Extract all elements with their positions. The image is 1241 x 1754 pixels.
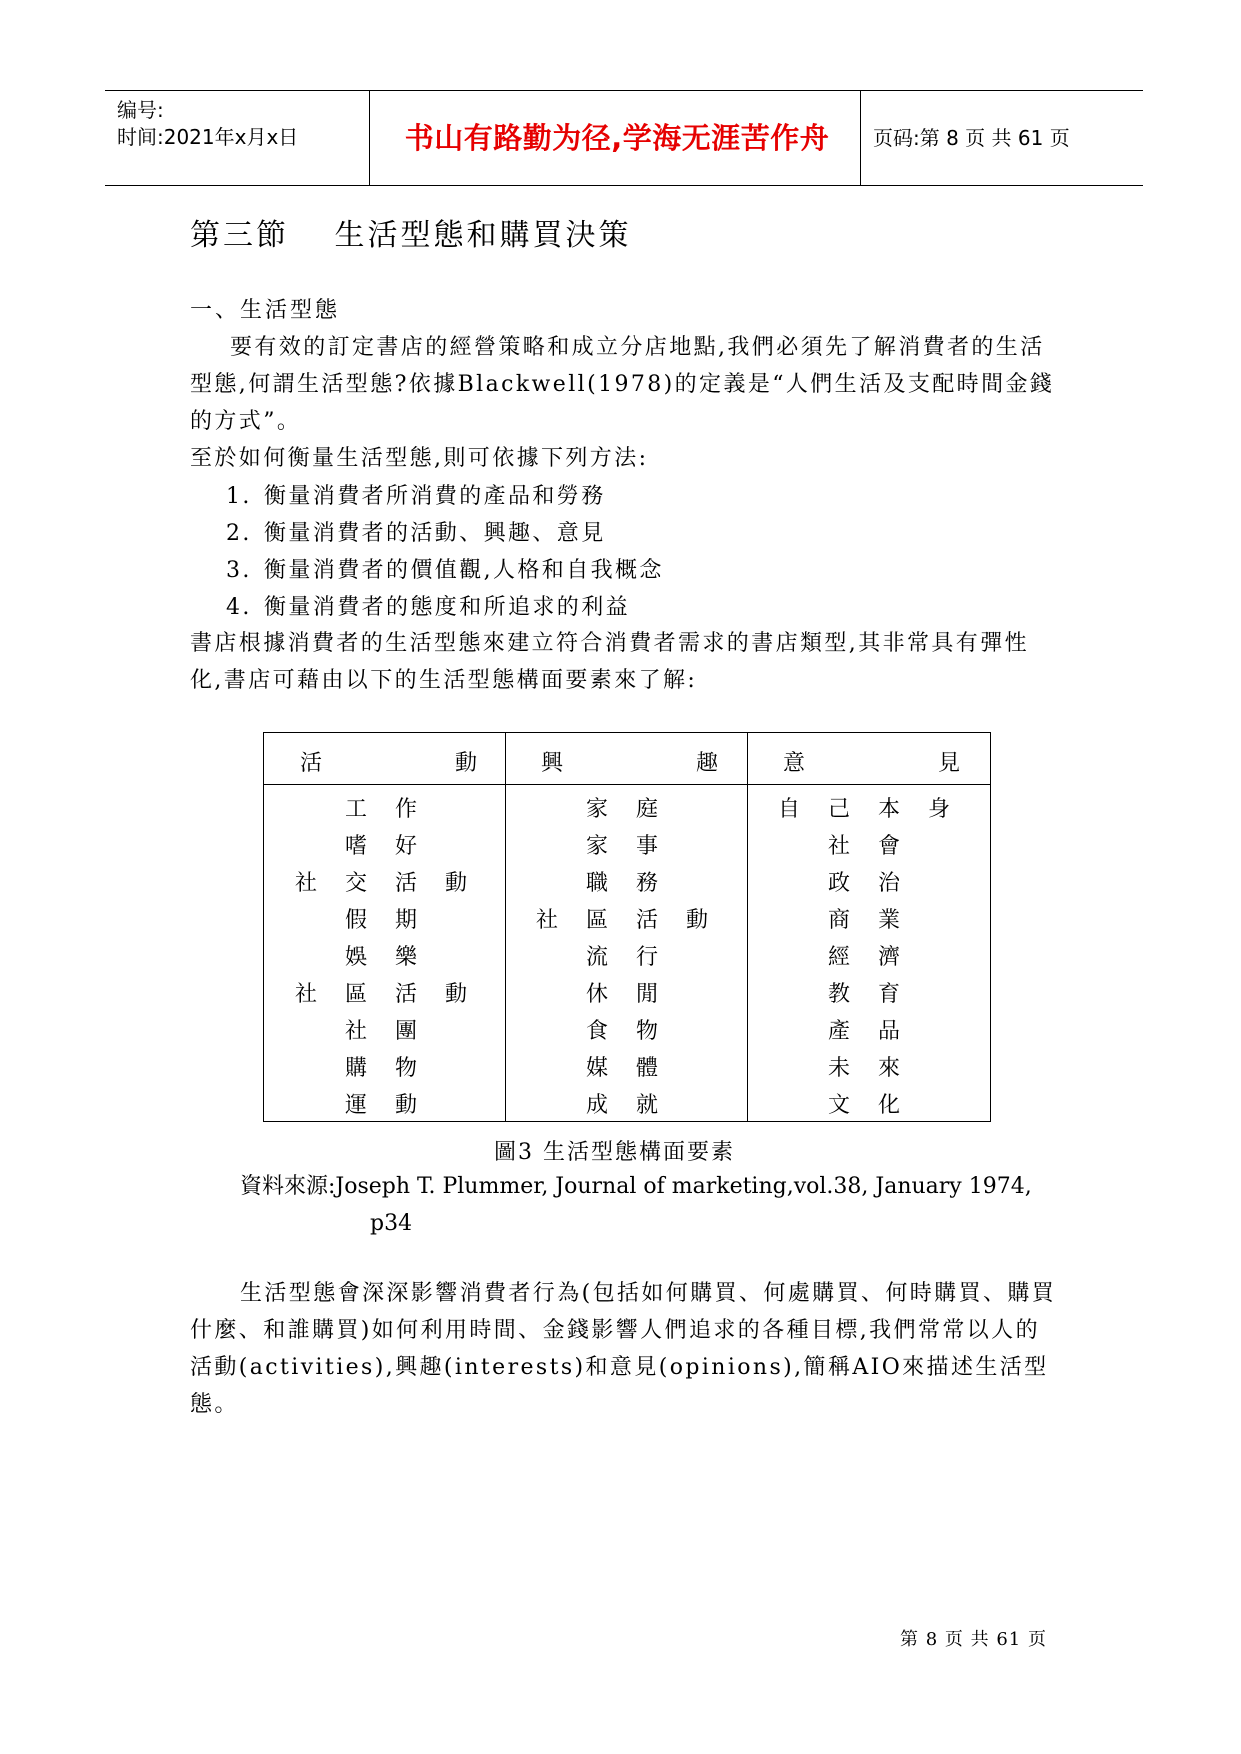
- subsection-title: 一、生活型態: [190, 298, 341, 323]
- lifestyle-dimension-table: [263, 732, 991, 1122]
- methods-list: [226, 478, 664, 626]
- figure-caption: 圖3 生活型態構面要素: [494, 1140, 735, 1165]
- opinions-cell: 政 治: [827, 871, 900, 896]
- opinions-cell: 未 來: [827, 1056, 900, 1081]
- interests-cell: 媒 體: [585, 1056, 658, 1081]
- activities-cell: 假 期: [344, 908, 417, 933]
- table-header-divider: [264, 784, 990, 785]
- interests-cell: 家 事: [585, 834, 658, 859]
- interests-cell: 休 閒: [585, 982, 658, 1007]
- header-divider: [369, 91, 370, 185]
- list-item-number: 2.: [226, 521, 252, 546]
- interests-cell: 成 就: [585, 1093, 658, 1118]
- opinions-cell: 教 育: [827, 982, 900, 1007]
- list-item: [226, 552, 664, 589]
- activities-cell: 娛 樂: [344, 945, 417, 970]
- page-header: [105, 90, 1143, 186]
- opinions-cell: 產 品: [827, 1019, 900, 1044]
- opinions-cell: 商 業: [827, 908, 900, 933]
- list-item-number: 4.: [226, 595, 252, 620]
- source-text: Joseph T. Plummer, Journal of marketing,vol.38, January 1974,: [335, 1174, 1032, 1199]
- intro-paragraph: 要有效的訂定書店的經營策略和成立分店地點,我們必須先了解消費者的生活型態,何謂生活型態?依據Blackwell(1978)的定義是“人們生活及支配時間金錢的方式”。: [190, 335, 1055, 434]
- opinions-cell: 經 濟: [827, 945, 900, 970]
- section-title: 第三節 生活型態和購買決策: [190, 218, 632, 253]
- list-item-text: 衡量消費者的價值觀,人格和自我概念: [264, 558, 664, 583]
- table-header-interests: [505, 746, 746, 776]
- opinions-cell: 社 會: [827, 834, 900, 859]
- header-page-number: 页码:第 8 页 共 61 页: [873, 126, 1070, 150]
- source-label: 資料來源:: [240, 1174, 336, 1199]
- opinions-cell: 自 己 本 身: [777, 797, 950, 822]
- table-header-char: 動: [454, 751, 477, 776]
- activities-cell: 嗜 好: [344, 834, 417, 859]
- list-item: [226, 478, 664, 515]
- table-header-opinions: [747, 746, 988, 776]
- list-item-text: 衡量消費者的態度和所追求的利益: [264, 595, 631, 620]
- table-header-char: 趣: [695, 751, 718, 776]
- list-item-text: 衡量消費者的活動、興趣、意見: [264, 521, 606, 546]
- table-column-divider: [505, 733, 506, 1121]
- header-motto: 书山有路勤为径,学海无涯苦作舟: [404, 121, 830, 155]
- list-item: [226, 515, 664, 552]
- interests-cell: 社 區 活 動: [535, 908, 708, 933]
- list-item: [226, 589, 664, 626]
- header-meta: [117, 91, 361, 185]
- document-number-label: 编号:: [117, 98, 164, 122]
- activities-cell: 社 團: [344, 1019, 417, 1044]
- activities-cell: 工 作: [344, 797, 417, 822]
- table-header-char: 意: [783, 751, 806, 776]
- activities-cell: 社 區 活 動: [294, 982, 467, 1007]
- header-divider: [860, 91, 861, 185]
- aio-paragraph: 生活型態會深深影響消費者行為(包括如何購買、何處購買、何時購買、購買什麼、和誰購買)如何利用時間、金錢影響人們追求的各種目標,我們常常以人的活動(activities),興趣(interests)和意見(opinions),簡稱AIO來描述生活型態。: [190, 1281, 1057, 1417]
- table-header-char: 見: [937, 751, 960, 776]
- table-header-char: 興: [541, 751, 564, 776]
- list-item-text: 衡量消費者所消費的產品和勞務: [264, 484, 606, 509]
- list-item-number: 1.: [226, 484, 252, 509]
- opinions-cell: 文 化: [827, 1093, 900, 1118]
- activities-cell: 社 交 活 動: [294, 871, 467, 896]
- activities-cell: 購 物: [344, 1056, 417, 1081]
- interests-cell: 流 行: [585, 945, 658, 970]
- table-header-char: 活: [300, 751, 323, 776]
- interests-cell: 家 庭: [585, 797, 658, 822]
- activities-cell: 運 動: [344, 1093, 417, 1118]
- measure-intro-paragraph: 至於如何衡量生活型態,則可依據下列方法:: [190, 446, 649, 471]
- source-text-continued: p34: [370, 1211, 413, 1236]
- document-time: 时间:2021年x月x日: [117, 125, 299, 149]
- list-item-number: 3.: [226, 558, 252, 583]
- bookstore-paragraph: 書店根據消費者的生活型態來建立符合消費者需求的書店類型,其非常具有彈性化,書店可藉由以下的生活型態構面要素來了解:: [190, 631, 1029, 693]
- figure-source: [240, 1168, 1060, 1242]
- interests-cell: 職 務: [585, 871, 658, 896]
- page-footer: 第 8 页 共 61 页: [900, 1629, 1047, 1650]
- table-header-activities: [264, 746, 505, 776]
- table-column-divider: [747, 733, 748, 1121]
- interests-cell: 食 物: [585, 1019, 658, 1044]
